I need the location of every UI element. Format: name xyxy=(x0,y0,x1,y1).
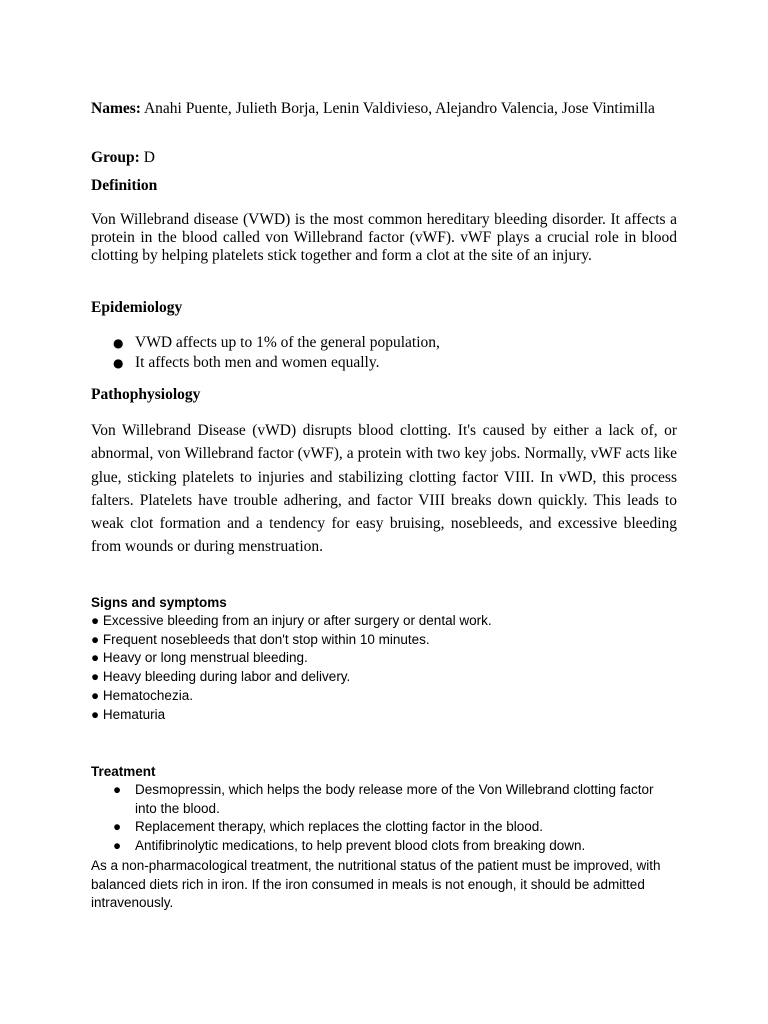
bullet-icon: ● xyxy=(113,819,122,834)
list-item xyxy=(113,837,673,856)
treatment-heading: Treatment xyxy=(91,764,156,779)
list-item xyxy=(113,333,440,353)
epidemiology-list xyxy=(113,333,440,373)
names-value: Anahi Puente, Julieth Borja, Lenin Valdivieso, Alejandro Valencia, Jose Vintimilla xyxy=(143,100,655,117)
definition-text: Von Willebrand disease (VWD) is the most common hereditary bleeding disorder. It affects a protein in the blood called von Willebrand factor (vWF). vWF plays a crucial role in blood clotting by helping platelets stick together and form a clot at the site of an injury. xyxy=(91,211,677,265)
list-item-text: It affects both men and women equally. xyxy=(135,354,380,371)
pathophysiology-text: Von Willebrand Disease (vWD) disrupts blood clotting. It's caused by either a lack of, or abnormal, von Willebrand factor (vWF), a protein with two key jobs. Normally, vWF acts like glue, sticking platelets to injuries and stabilizing clotting factor VIII. In vWD, this process falters. Platelets have trouble adhering, and factor VIII breaks down quickly. This leads to weak clot formation and a tendency for easy bruising, nosebleeds, and excessive bleeding from wounds or during menstruation. xyxy=(91,422,677,556)
treatment-list xyxy=(113,781,673,855)
group-label: Group: xyxy=(91,149,140,166)
list-item: ● Frequent nosebleeds that don't stop within 10 minutes. xyxy=(91,631,430,647)
group-value: D xyxy=(143,149,155,166)
list-item: ● Hematuria xyxy=(91,706,166,722)
list-item: ● Hematochezia. xyxy=(91,687,193,703)
list-item-text: Desmopressin, which helps the body release more of the Von Willebrand clotting factor into the blood. xyxy=(135,782,654,816)
list-item xyxy=(113,781,673,818)
signs-heading: Signs and symptoms xyxy=(91,595,227,610)
list-item: ● Excessive bleeding from an injury or after surgery or dental work. xyxy=(91,613,492,628)
bullet-icon: ● xyxy=(113,837,122,853)
names-line xyxy=(91,100,677,118)
list-item xyxy=(113,353,440,373)
bullet-icon: ● xyxy=(113,782,122,797)
list-item-text: Replacement therapy, which replaces the clotting factor in the blood. xyxy=(135,819,543,834)
group-line xyxy=(91,149,155,167)
bullet-icon: ● xyxy=(113,356,124,370)
signs-list xyxy=(91,612,492,724)
list-item-text: VWD affects up to 1% of the general population, xyxy=(135,334,440,351)
list-item: ● Heavy bleeding during labor and delivery. xyxy=(91,669,351,685)
epidemiology-heading: Epidemiology xyxy=(91,299,183,316)
bullet-icon: ● xyxy=(113,336,124,350)
pathophysiology-heading: Pathophysiology xyxy=(91,386,201,403)
list-item xyxy=(113,818,673,837)
names-label: Names: xyxy=(91,100,141,117)
treatment-note: As a non-pharmacological treatment, the nutritional status of the patient must be improved, with balanced diets rich in iron. If the iron consumed in meals is not enough, it should be admitted intravenously. xyxy=(91,858,661,910)
list-item-text: Antifibrinolytic medications, to help prevent blood clots from breaking down. xyxy=(135,837,586,853)
definition-heading: Definition xyxy=(91,177,158,194)
list-item: ● Heavy or long menstrual bleeding. xyxy=(91,650,308,666)
